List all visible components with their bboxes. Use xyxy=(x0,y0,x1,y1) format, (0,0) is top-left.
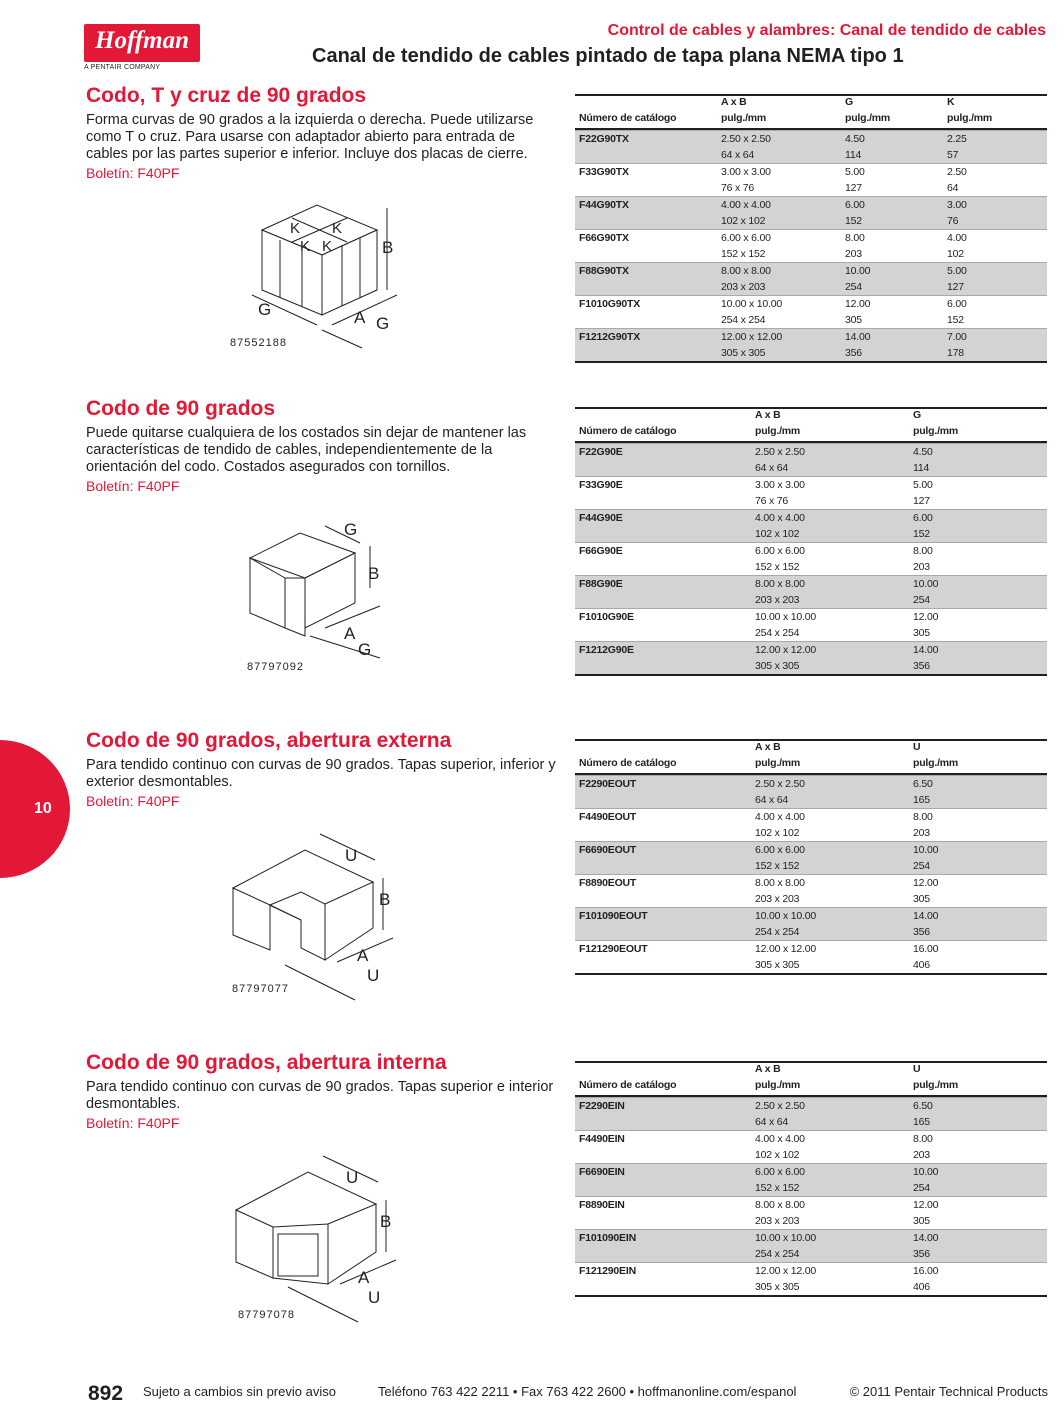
value-inches: 3.00 x 3.00 xyxy=(721,166,771,178)
table-row xyxy=(575,328,1047,361)
figure-label-a: A xyxy=(358,1268,370,1287)
value-mm: 152 xyxy=(913,528,930,540)
figure-label-a: A xyxy=(354,308,366,327)
value-inches: 5.00 xyxy=(913,479,933,491)
table-row xyxy=(575,163,1047,196)
value-inches: 8.00 x 8.00 xyxy=(721,265,771,277)
table-header xyxy=(575,741,1047,775)
catalog-number: F101090EOUT xyxy=(579,910,648,922)
footer-contact: Teléfono 763 422 2211 • Fax 763 422 2600 • hoffmanonline.com/espanol xyxy=(378,1384,797,1399)
table-row xyxy=(575,196,1047,229)
value-mm: 356 xyxy=(913,1248,930,1260)
elbow-internal-drawing xyxy=(228,1152,418,1307)
value-inches: 7.00 xyxy=(947,331,967,343)
value-inches: 16.00 xyxy=(913,1265,939,1277)
value-mm: 406 xyxy=(913,1281,930,1293)
value-mm: 152 x 152 xyxy=(755,860,800,872)
footer-notice: Sujeto a cambios sin previo aviso xyxy=(143,1384,336,1399)
column-header-name: A x B xyxy=(755,1063,781,1075)
column-header-catalog: Número de catálogo xyxy=(579,112,677,124)
value-mm: 127 xyxy=(913,495,930,507)
table-row xyxy=(575,575,1047,608)
column-header-name: U xyxy=(913,741,921,753)
table-row xyxy=(575,443,1047,476)
table-row xyxy=(575,130,1047,163)
table-row xyxy=(575,229,1047,262)
section-title: Codo, T y cruz de 90 grados xyxy=(86,84,367,107)
value-inches: 10.00 xyxy=(913,578,939,590)
catalog-number: F22G90TX xyxy=(579,133,629,145)
value-inches: 5.00 xyxy=(845,166,865,178)
value-inches: 6.00 x 6.00 xyxy=(755,545,805,557)
figure-label-b: B xyxy=(379,890,391,909)
footer-copyright: © 2011 Pentair Technical Products xyxy=(849,1384,1048,1399)
value-inches: 10.00 xyxy=(845,265,871,277)
value-mm: 64 xyxy=(947,182,959,194)
column-header-catalog: Número de catálogo xyxy=(579,757,677,769)
figure-number: 87797078 xyxy=(238,1309,295,1321)
column-header-unit: pulg./mm xyxy=(947,112,993,124)
page-category: Control de cables y alambres: Canal de tendido de cables xyxy=(607,22,1046,39)
column-header-catalog: Número de catálogo xyxy=(579,1079,677,1091)
value-inches: 6.00 x 6.00 xyxy=(721,232,771,244)
table-header xyxy=(575,96,1047,130)
value-mm: 254 x 254 xyxy=(755,1248,800,1260)
figure-label-u: U xyxy=(346,1168,359,1187)
value-inches: 10.00 xyxy=(913,844,939,856)
value-mm: 305 x 305 xyxy=(755,959,800,971)
catalog-number: F33G90TX xyxy=(579,166,629,178)
figure-label-k: K xyxy=(322,238,333,255)
value-mm: 64 x 64 xyxy=(721,149,755,161)
column-header-unit: pulg./mm xyxy=(913,425,959,437)
tee-cross-drawing xyxy=(222,200,412,350)
value-inches: 14.00 xyxy=(845,331,871,343)
catalog-number: F1212G90E xyxy=(579,644,634,656)
table-row xyxy=(575,509,1047,542)
value-mm: 203 xyxy=(913,827,930,839)
value-mm: 102 x 102 xyxy=(755,1149,800,1161)
column-header-unit: pulg./mm xyxy=(755,757,801,769)
figure-number: 87797092 xyxy=(247,661,304,673)
column-header-name: A x B xyxy=(755,409,781,421)
value-mm: 356 xyxy=(913,660,930,672)
section-title: Codo de 90 grados, abertura externa xyxy=(86,729,452,752)
spec-table-elbow-external xyxy=(575,739,1047,975)
value-mm: 203 x 203 xyxy=(721,281,766,293)
value-inches: 8.00 xyxy=(913,545,933,557)
value-inches: 8.00 x 8.00 xyxy=(755,877,805,889)
catalog-number: F66G90E xyxy=(579,545,623,557)
value-inches: 6.00 xyxy=(913,512,933,524)
section-description: Puede quitarse cualquiera de los costados sin dejar de mantener las características de tendido de cables, independientemente de la orientación del codo. Costados asegurados con tornillos. xyxy=(86,425,527,475)
table-row xyxy=(575,808,1047,841)
table-row xyxy=(575,641,1047,674)
value-inches: 2.25 xyxy=(947,133,967,145)
value-inches: 12.00 x 12.00 xyxy=(755,943,817,955)
logo-wordmark: Hoffman xyxy=(95,27,189,54)
value-mm: 254 x 254 xyxy=(755,627,800,639)
value-mm: 254 x 254 xyxy=(721,314,766,326)
section-description: Para tendido continuo con curvas de 90 grados. Tapas superior, inferior y exterior desmontables. xyxy=(86,757,556,790)
value-mm: 203 xyxy=(845,248,862,260)
table-row xyxy=(575,1196,1047,1229)
value-inches: 6.00 xyxy=(845,199,865,211)
figure-label-g: G xyxy=(376,314,390,333)
table-row xyxy=(575,1229,1047,1262)
spec-table-elbow-internal xyxy=(575,1061,1047,1297)
page-number: 892 xyxy=(88,1382,124,1405)
value-mm: 356 xyxy=(913,926,930,938)
value-inches: 14.00 xyxy=(913,644,939,656)
value-inches: 16.00 xyxy=(913,943,939,955)
elbow-external-drawing xyxy=(225,830,415,985)
table-row xyxy=(575,874,1047,907)
value-inches: 8.00 x 8.00 xyxy=(755,578,805,590)
value-mm: 305 xyxy=(913,627,930,639)
catalog-number: F22G90E xyxy=(579,446,623,458)
catalog-number: F66G90TX xyxy=(579,232,629,244)
chapter-tab-number: 10 xyxy=(34,800,52,817)
column-header-unit: pulg./mm xyxy=(721,112,767,124)
table-row xyxy=(575,262,1047,295)
value-mm: 254 xyxy=(913,594,930,606)
value-mm: 64 x 64 xyxy=(755,794,789,806)
column-header-name: G xyxy=(845,96,853,108)
value-inches: 6.00 xyxy=(947,298,967,310)
catalog-number: F2290EIN xyxy=(579,1100,625,1112)
value-mm: 64 x 64 xyxy=(755,1116,789,1128)
value-mm: 203 xyxy=(913,561,930,573)
value-inches: 2.50 xyxy=(947,166,967,178)
column-header-unit: pulg./mm xyxy=(755,425,801,437)
column-header-name: A x B xyxy=(721,96,747,108)
figure-number: 87797077 xyxy=(232,983,289,995)
value-mm: 64 x 64 xyxy=(755,462,789,474)
column-header-unit: pulg./mm xyxy=(755,1079,801,1091)
value-inches: 12.00 xyxy=(913,877,939,889)
value-mm: 127 xyxy=(947,281,964,293)
value-mm: 305 xyxy=(913,893,930,905)
value-inches: 10.00 x 10.00 xyxy=(755,1232,817,1244)
catalog-number: F88G90E xyxy=(579,578,623,590)
value-inches: 3.00 xyxy=(947,199,967,211)
value-inches: 2.50 x 2.50 xyxy=(755,778,805,790)
figure-label-u: U xyxy=(345,846,358,865)
figure-label-k: K xyxy=(300,238,311,255)
value-mm: 203 xyxy=(913,1149,930,1161)
table-header xyxy=(575,1063,1047,1097)
value-mm: 76 xyxy=(947,215,959,227)
catalog-number: F2290EOUT xyxy=(579,778,637,790)
column-header-unit: pulg./mm xyxy=(845,112,891,124)
section-title: Codo de 90 grados, abertura interna xyxy=(86,1051,447,1074)
catalog-number: F8890EIN xyxy=(579,1199,625,1211)
value-mm: 254 x 254 xyxy=(755,926,800,938)
catalog-number: F121290EOUT xyxy=(579,943,648,955)
value-mm: 305 x 305 xyxy=(755,660,800,672)
value-mm: 57 xyxy=(947,149,959,161)
value-inches: 4.00 x 4.00 xyxy=(755,1133,805,1145)
spec-table-tee-cross xyxy=(575,94,1047,363)
value-inches: 2.50 x 2.50 xyxy=(721,133,771,145)
catalog-number: F44G90E xyxy=(579,512,623,524)
table-row xyxy=(575,295,1047,328)
value-inches: 12.00 xyxy=(913,611,939,623)
value-inches: 8.00 x 8.00 xyxy=(755,1199,805,1211)
catalog-number: F4490EOUT xyxy=(579,811,637,823)
figure-label-u: U xyxy=(367,966,380,985)
value-inches: 10.00 x 10.00 xyxy=(755,910,817,922)
figure-label-b: B xyxy=(380,1212,392,1231)
elbow-drawing xyxy=(240,518,410,663)
catalog-number: F8890EOUT xyxy=(579,877,637,889)
value-mm: 152 xyxy=(947,314,964,326)
catalog-number: F1010G90TX xyxy=(579,298,641,310)
section-description: Forma curvas de 90 grados a la izquierda o derecha. Puede utilizarse como T o cruz. Para usarse con adaptador abierto para entrada de cables por las partes superior e inferior. Incluye dos placas de cierre. xyxy=(86,112,534,162)
value-mm: 102 x 102 xyxy=(755,827,800,839)
value-mm: 114 xyxy=(913,462,930,474)
logo-tagline: A PENTAIR COMPANY xyxy=(84,64,161,71)
figure-label-b: B xyxy=(382,238,394,257)
value-inches: 3.00 x 3.00 xyxy=(755,479,805,491)
value-inches: 12.00 x 12.00 xyxy=(755,1265,817,1277)
bulletin-link[interactable]: Boletín: F40PF xyxy=(86,793,180,809)
value-inches: 8.00 xyxy=(845,232,865,244)
value-mm: 102 xyxy=(947,248,964,260)
catalog-number: F4490EIN xyxy=(579,1133,625,1145)
figure-label-u: U xyxy=(368,1288,381,1307)
page-title: Canal de tendido de cables pintado de tapa plana NEMA tipo 1 xyxy=(312,45,904,67)
value-mm: 203 x 203 xyxy=(755,594,800,606)
value-inches: 6.50 xyxy=(913,778,933,790)
value-inches: 12.00 xyxy=(913,1199,939,1211)
section-elbow-internal xyxy=(86,1051,556,1131)
value-mm: 305 xyxy=(845,314,862,326)
section-title: Codo de 90 grados xyxy=(86,397,276,420)
value-mm: 356 xyxy=(845,347,862,359)
value-inches: 6.50 xyxy=(913,1100,933,1112)
table-row xyxy=(575,940,1047,973)
value-inches: 12.00 xyxy=(845,298,871,310)
value-mm: 254 xyxy=(913,1182,930,1194)
value-inches: 6.00 x 6.00 xyxy=(755,844,805,856)
figure-label-k: K xyxy=(290,220,301,237)
table-row xyxy=(575,1130,1047,1163)
value-inches: 8.00 xyxy=(913,811,933,823)
catalog-number: F88G90TX xyxy=(579,265,629,277)
value-inches: 4.00 x 4.00 xyxy=(755,811,805,823)
table-row xyxy=(575,841,1047,874)
value-mm: 102 x 102 xyxy=(755,528,800,540)
column-header-catalog: Número de catálogo xyxy=(579,425,677,437)
value-inches: 8.00 xyxy=(913,1133,933,1145)
figure-label-g: G xyxy=(344,520,358,539)
column-header-name: U xyxy=(913,1063,921,1075)
figure-label-a: A xyxy=(344,624,356,643)
figure-label-b: B xyxy=(368,564,380,583)
catalog-number: F101090EIN xyxy=(579,1232,636,1244)
table-row xyxy=(575,1163,1047,1196)
value-mm: 127 xyxy=(845,182,862,194)
figure-label-g: G xyxy=(358,640,372,659)
table-row xyxy=(575,608,1047,641)
value-mm: 165 xyxy=(913,794,930,806)
catalog-number: F6690EIN xyxy=(579,1166,625,1178)
column-header-name: K xyxy=(947,96,955,108)
value-mm: 178 xyxy=(947,347,964,359)
value-inches: 6.00 x 6.00 xyxy=(755,1166,805,1178)
column-header-name: G xyxy=(913,409,921,421)
table-row xyxy=(575,542,1047,575)
value-mm: 76 x 76 xyxy=(721,182,755,194)
table-row xyxy=(575,476,1047,509)
catalog-number: F33G90E xyxy=(579,479,623,491)
value-mm: 102 x 102 xyxy=(721,215,766,227)
value-mm: 203 x 203 xyxy=(755,1215,800,1227)
bulletin-link[interactable]: Boletín: F40PF xyxy=(86,1115,180,1131)
catalog-number: F1010G90E xyxy=(579,611,634,623)
figure-label-g: G xyxy=(258,300,272,319)
hoffman-logo xyxy=(84,24,200,62)
value-mm: 305 x 305 xyxy=(721,347,766,359)
catalog-number: F6690EOUT xyxy=(579,844,637,856)
column-header-unit: pulg./mm xyxy=(913,757,959,769)
value-inches: 4.00 x 4.00 xyxy=(755,512,805,524)
catalog-number: F1212G90TX xyxy=(579,331,641,343)
figure-label-a: A xyxy=(357,946,369,965)
table-row xyxy=(575,907,1047,940)
bulletin-link[interactable]: Boletín: F40PF xyxy=(86,165,180,181)
value-mm: 165 xyxy=(913,1116,930,1128)
catalog-number: F121290EIN xyxy=(579,1265,636,1277)
catalog-number: F44G90TX xyxy=(579,199,629,211)
table-row xyxy=(575,775,1047,808)
value-mm: 152 x 152 xyxy=(755,1182,800,1194)
table-row xyxy=(575,1262,1047,1295)
figure-number: 87552188 xyxy=(230,337,287,349)
value-mm: 76 x 76 xyxy=(755,495,789,507)
figure-label-k: K xyxy=(332,220,343,237)
value-inches: 10.00 x 10.00 xyxy=(755,611,817,623)
value-mm: 305 x 305 xyxy=(755,1281,800,1293)
value-mm: 254 xyxy=(913,860,930,872)
spec-table-elbow xyxy=(575,407,1047,676)
section-tee-cross xyxy=(86,84,556,181)
value-mm: 152 x 152 xyxy=(755,561,800,573)
value-inches: 12.00 x 12.00 xyxy=(721,331,783,343)
value-mm: 152 xyxy=(845,215,862,227)
value-mm: 254 xyxy=(845,281,862,293)
section-description: Para tendido continuo con curvas de 90 grados. Tapas superior e interior desmontables. xyxy=(86,1079,554,1112)
value-mm: 203 x 203 xyxy=(755,893,800,905)
value-inches: 5.00 xyxy=(947,265,967,277)
section-elbow-external xyxy=(86,729,556,809)
value-inches: 2.50 x 2.50 xyxy=(755,446,805,458)
value-inches: 4.00 x 4.00 xyxy=(721,199,771,211)
value-inches: 4.50 xyxy=(913,446,933,458)
bulletin-link[interactable]: Boletín: F40PF xyxy=(86,478,180,494)
value-inches: 14.00 xyxy=(913,1232,939,1244)
value-mm: 114 xyxy=(845,149,862,161)
table-row xyxy=(575,1097,1047,1130)
value-inches: 14.00 xyxy=(913,910,939,922)
value-mm: 406 xyxy=(913,959,930,971)
value-inches: 4.50 xyxy=(845,133,865,145)
table-header xyxy=(575,409,1047,443)
column-header-name: A x B xyxy=(755,741,781,753)
value-mm: 152 x 152 xyxy=(721,248,766,260)
value-mm: 305 xyxy=(913,1215,930,1227)
value-inches: 10.00 xyxy=(913,1166,939,1178)
value-inches: 10.00 x 10.00 xyxy=(721,298,783,310)
value-inches: 2.50 x 2.50 xyxy=(755,1100,805,1112)
value-inches: 12.00 x 12.00 xyxy=(755,644,817,656)
value-inches: 4.00 xyxy=(947,232,967,244)
section-elbow xyxy=(86,397,556,494)
column-header-unit: pulg./mm xyxy=(913,1079,959,1091)
